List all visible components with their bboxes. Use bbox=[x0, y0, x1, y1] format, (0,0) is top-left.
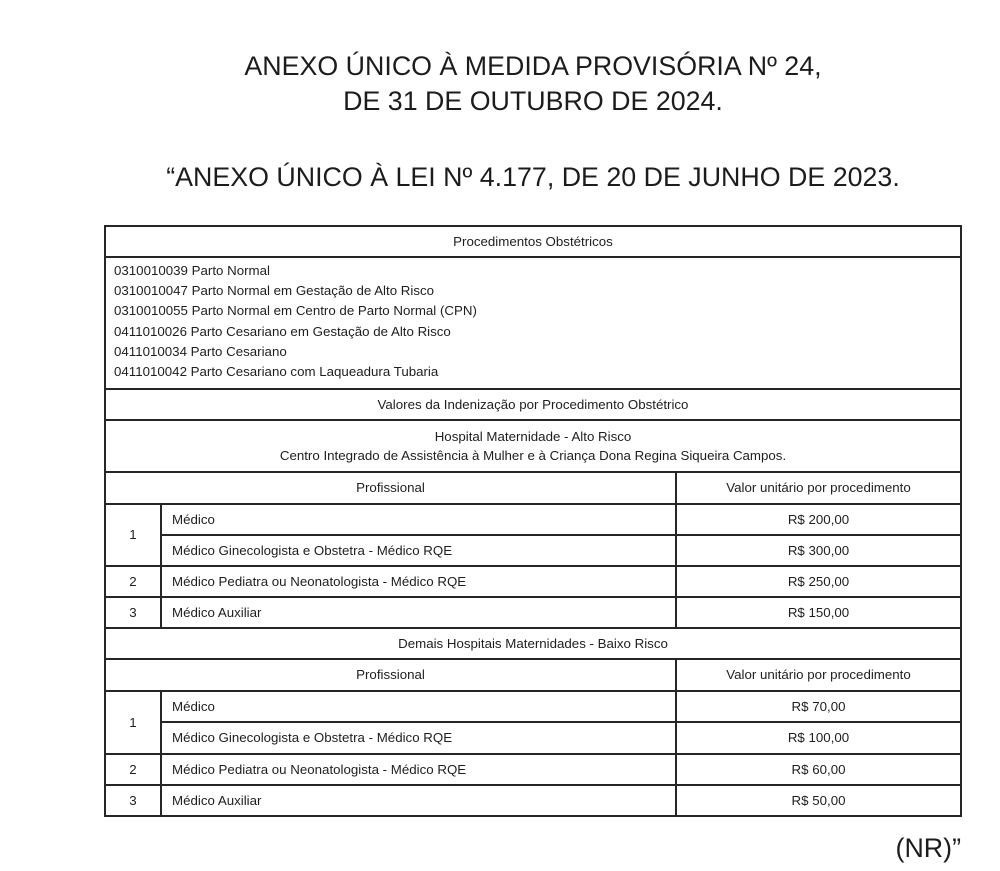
value-cell: R$ 150,00 bbox=[787, 604, 850, 620]
value-cell: R$ 100,00 bbox=[787, 730, 850, 745]
table-row-group bbox=[106, 692, 960, 755]
procedures-heading-row bbox=[106, 227, 960, 258]
section-heading-line: Centro Integrado de Assistência à Mulher e à Criança Dona Regina Siqueira Campos. bbox=[279, 448, 787, 463]
table-row bbox=[106, 786, 960, 815]
row-number: 2 bbox=[106, 755, 162, 784]
procedure-item: 0310010055 Parto Normal em Centro de Parto Normal (CPN) bbox=[114, 303, 477, 319]
value-cell: R$ 300,00 bbox=[787, 542, 850, 558]
table-row bbox=[162, 692, 960, 723]
table-row bbox=[162, 536, 960, 565]
section-heading-line: Demais Hospitais Maternidades - Baixo Risco bbox=[398, 635, 668, 651]
section-heading-low-risk bbox=[106, 629, 960, 660]
procedures-heading: Procedimentos Obstétricos bbox=[453, 233, 613, 249]
procedure-item: 0411010026 Parto Cesariano em Gestação de Alto Risco bbox=[114, 323, 451, 339]
procedures-list bbox=[106, 258, 960, 390]
row-group-body bbox=[162, 505, 960, 565]
professional-cell: Médico Auxiliar bbox=[162, 786, 677, 815]
document-title bbox=[104, 49, 962, 119]
title-line-2: DE 31 DE OUTUBRO DE 2024. bbox=[343, 86, 723, 116]
table-header-row bbox=[106, 660, 960, 692]
procedure-item: 0411010034 Parto Cesariano bbox=[114, 343, 287, 359]
row-group-body bbox=[162, 692, 960, 753]
title-line-1: ANEXO ÚNICO À MEDIDA PROVISÓRIA Nº 24, bbox=[244, 51, 822, 81]
row-number: 1 bbox=[106, 505, 162, 565]
table-row bbox=[106, 598, 960, 629]
procedure-item: 0411010042 Parto Cesariano com Laqueadura Tubaria bbox=[114, 364, 439, 380]
row-number: 3 bbox=[106, 786, 162, 815]
table-row-group bbox=[106, 505, 960, 567]
value-cell: R$ 70,00 bbox=[791, 698, 846, 714]
procedure-item: 0310010047 Parto Normal em Gestação de Alto Risco bbox=[114, 283, 435, 299]
value-cell: R$ 60,00 bbox=[791, 761, 846, 777]
row-number: 1 bbox=[106, 692, 162, 753]
professional-cell: Médico Ginecologista e Obstetra - Médico RQE bbox=[162, 723, 677, 753]
column-header-professional: Profissional bbox=[106, 473, 677, 503]
indemnity-table bbox=[104, 225, 962, 817]
table-row bbox=[162, 505, 960, 536]
professional-cell: Médico Ginecologista e Obstetra - Médico RQE bbox=[162, 536, 677, 565]
closing-mark: (NR)” bbox=[895, 833, 961, 863]
professional-cell: Médico Auxiliar bbox=[162, 598, 677, 627]
table-row bbox=[106, 567, 960, 598]
procedure-item: 0310010039 Parto Normal bbox=[114, 263, 270, 278]
section-heading-line: Hospital Maternidade - Alto Risco bbox=[434, 429, 632, 444]
column-header-value: Valor unitário por procedimento bbox=[726, 480, 911, 495]
values-heading: Valores da Indenização por Procedimento Obstétrico bbox=[377, 396, 689, 412]
professional-cell: Médico bbox=[162, 505, 677, 534]
value-cell: R$ 250,00 bbox=[787, 573, 850, 589]
row-number: 3 bbox=[106, 598, 162, 627]
professional-cell: Médico Pediatra ou Neonatologista - Médico RQE bbox=[162, 755, 677, 784]
column-header-professional: Profissional bbox=[106, 660, 677, 690]
section-heading-high-risk bbox=[106, 421, 960, 473]
row-number: 2 bbox=[106, 567, 162, 596]
value-cell: R$ 50,00 bbox=[791, 792, 846, 808]
table-row bbox=[106, 755, 960, 786]
professional-cell: Médico Pediatra ou Neonatologista - Médico RQE bbox=[162, 567, 677, 596]
document-subtitle: “ANEXO ÚNICO À LEI Nº 4.177, DE 20 DE JUNHO DE 2023. bbox=[166, 162, 900, 192]
table-header-row bbox=[106, 473, 960, 505]
values-heading-row bbox=[106, 390, 960, 421]
value-cell: R$ 200,00 bbox=[787, 511, 850, 527]
table-row bbox=[162, 723, 960, 753]
column-header-value: Valor unitário por procedimento bbox=[726, 667, 911, 682]
professional-cell: Médico bbox=[162, 692, 677, 721]
